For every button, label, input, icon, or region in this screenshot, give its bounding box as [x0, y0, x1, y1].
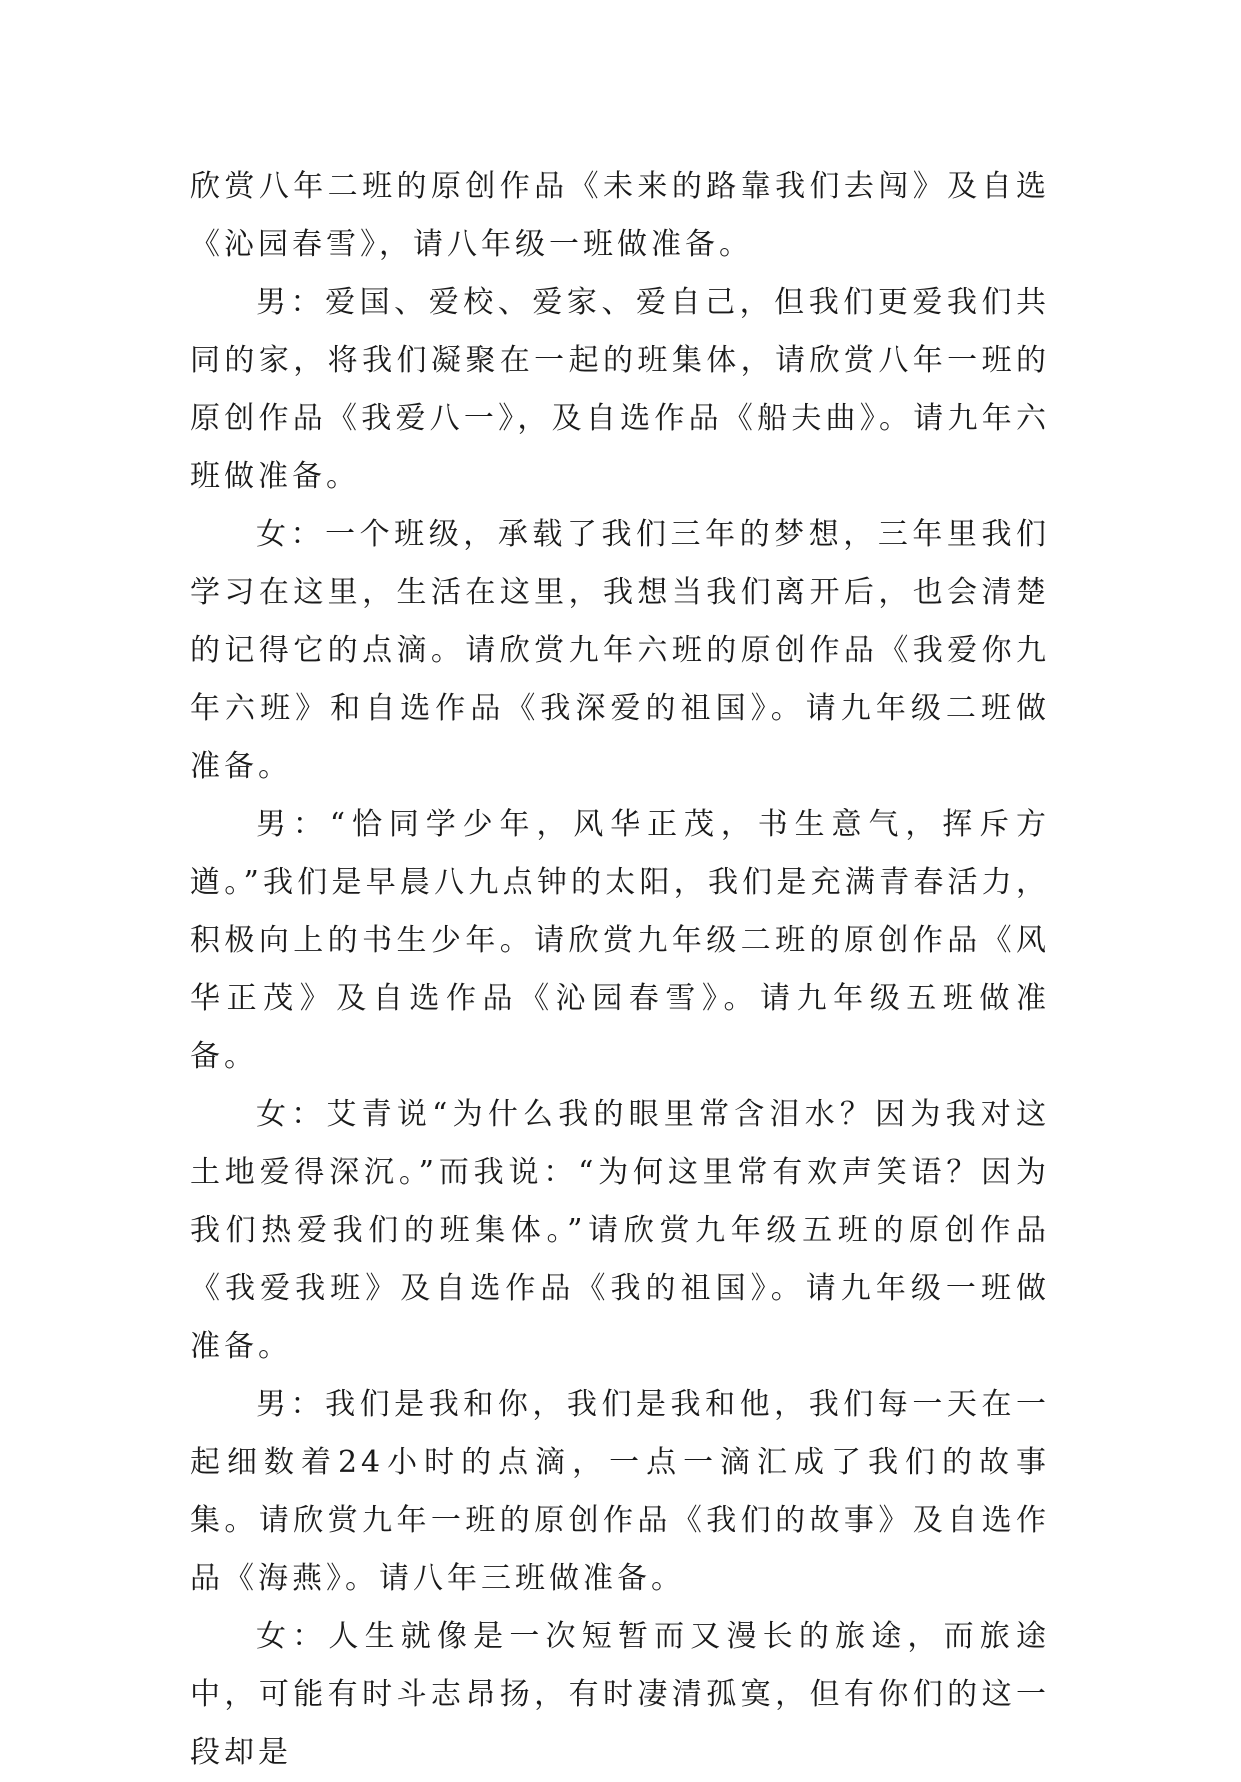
paragraph-4: 男：“恰同学少年，风华正茂，书生意气，挥斥方遒。”我们是早晨八九点钟的太阳，我们是充满青春活力，积极向上的书生少年。请欣赏九年级二班的原创作品《风华正茂》及自选作品《沁园春雪》。请九年级五班做准备。 — [190, 807, 1050, 1074]
paragraph-1: 欣赏八年二班的原创作品《未来的路靠我们去闯》及自选《沁园春雪》，请八年级一班做准备。 — [190, 169, 1050, 262]
paragraph-2: 男：爱国、爱校、爱家、爱自己，但我们更爱我们共同的家，将我们凝聚在一起的班集体，请欣赏八年一班的原创作品《我爱八一》，及自选作品《船夫曲》。请九年六班做准备。 — [190, 285, 1050, 494]
paragraph-3: 女：一个班级，承载了我们三年的梦想，三年里我们学习在这里，生活在这里，我想当我们离开后，也会清楚的记得它的点滴。请欣赏九年六班的原创作品《我爱你九年六班》和自选作品《我深爱的祖国》。请九年级二班做准备。 — [190, 517, 1050, 784]
paragraph-5: 女：艾青说“为什么我的眼里常含泪水？因为我对这土地爱得深沉。”而我说：“为何这里常有欢声笑语？因为我们热爱我们的班集体。”请欣赏九年级五班的原创作品《我爱我班》及自选作品《我的祖国》。请九年级一班做准备。 — [190, 1097, 1050, 1364]
document-body — [190, 158, 1050, 1782]
paragraph-7: 女：人生就像是一次短暂而又漫长的旅途，而旅途中，可能有时斗志昂扬，有时凄清孤寞，但有你们的这一段却是 — [190, 1619, 1050, 1770]
paragraph-6: 男：我们是我和你，我们是我和他，我们每一天在一起细数着24小时的点滴，一点一滴汇成了我们的故事集。请欣赏九年一班的原创作品《我们的故事》及自选作品《海燕》。请八年三班做准备。 — [190, 1387, 1050, 1596]
